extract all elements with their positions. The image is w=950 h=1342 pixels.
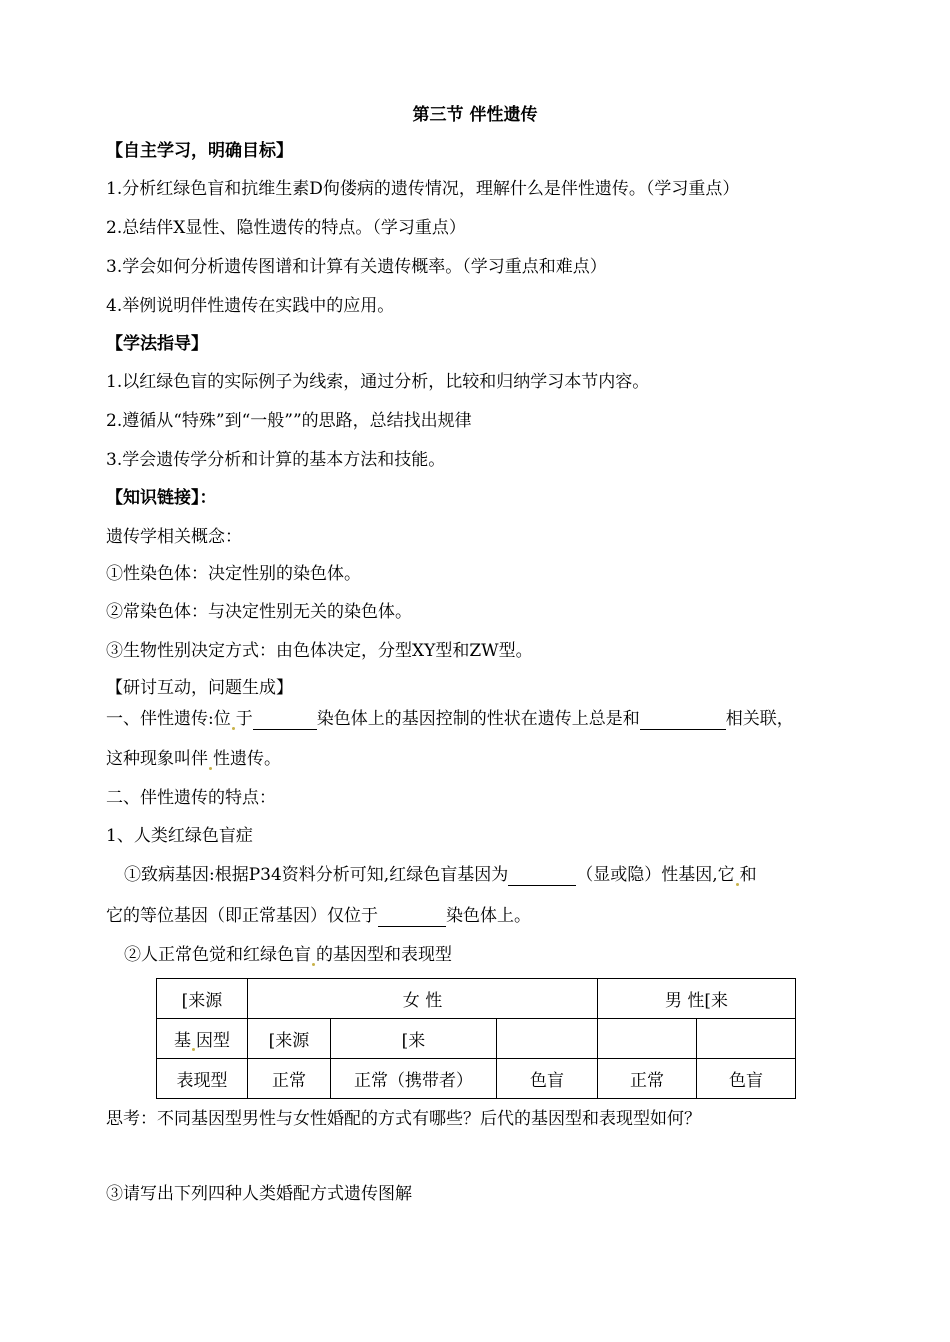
table-cell-empty[interactable] [598,1019,697,1059]
mark-dot [312,963,315,966]
genotype-table [156,978,796,1099]
section-heading-links: 【知识链接】： [106,488,217,508]
table-cell: 正常（携带者） [331,1059,497,1099]
blank-chromosome[interactable] [253,712,317,730]
diagram-instruction: ③请写出下列四种人类婚配方式遗传图解 [106,1184,412,1204]
blank-associated[interactable] [640,712,726,730]
genotype-heading: ②人正常色觉和红绿色盲 的基因型和表现型 [124,945,452,965]
concept-item-3: ③生物性别决定方式：由色体决定，分型XY型和ZW型。 [106,641,533,661]
table-cell-empty[interactable] [697,1019,796,1059]
table-cell: 色盲 [497,1059,598,1099]
table-cell-empty[interactable] [497,1019,598,1059]
table-cell: [来 [331,1019,497,1059]
mark-dot [232,727,235,730]
table-cell: 色盲 [697,1059,796,1099]
method-item-1: 1.以红绿色盲的实际例子为线索，通过分析，比较和归纳学习本节内容。 [106,372,650,392]
goal-item-2: 2.总结伴X显性、隐性遗传的特点。（学习重点） [106,218,466,238]
mark-dot [736,883,739,886]
definition-line-2: 这种现象叫伴 性遗传。 [106,749,281,769]
goal-item-1: 1.分析红绿色盲和抗维生素D佝偻病的遗传情况，理解什么是伴性遗传。（学习重点） [106,179,740,199]
table-cell: [来源 [157,979,248,1019]
section-heading-discussion: 【研讨互动，问题生成】 [106,678,293,698]
mark-dot [192,1048,195,1051]
male-header: 男 性[来 [598,979,796,1019]
table-cell: 正常 [598,1059,697,1099]
concept-item-2: ②常染色体：与决定性别无关的染色体。 [106,602,412,622]
table-cell: [来源 [248,1019,331,1059]
goal-item-3: 3.学会如何分析遗传图谱和计算有关遗传概率。（学习重点和难点） [106,257,607,277]
mark-dot [209,767,212,770]
table-cell: 表现型 [157,1059,248,1099]
links-intro: 遗传学相关概念： [106,527,242,547]
definition-line: 一、伴性遗传:位 于 染色体上的基因控制的性状在遗传上总是和 相关联， [106,709,794,729]
features-heading: 二、伴性遗传的特点： [106,788,276,808]
allele-line: 它的等位基因（即正常基因）仅位于 染色体上。 [106,906,531,926]
female-header: 女 性 [248,979,598,1019]
section-heading-goals: 【自主学习，明确目标】 [106,141,293,161]
think-question: 思考：不同基因型男性与女性婚配的方式有哪些？后代的基因型和表现型如何？ [106,1109,701,1129]
goal-item-4: 4.举例说明伴性遗传在实践中的应用。 [106,296,395,316]
section-heading-method: 【学法指导】 [106,334,208,354]
concept-item-1: ①性染色体：决定性别的染色体。 [106,564,361,584]
method-item-3: 3.学会遗传学分析和计算的基本方法和技能。 [106,450,446,470]
pathogenic-gene-line: ①致病基因:根据P34资料分析可知,红绿色盲基因为 （显或隐）性基因,它 和 [124,865,757,885]
page-title: 第三节 伴性遗传 [412,105,538,125]
blank-dominance[interactable] [508,868,576,886]
colorblind-heading: 1、人类红绿色盲症 [106,826,253,846]
method-item-2: 2.遵循从“特殊”到“一般””的思路，总结找出规律 [106,411,472,431]
table-cell-genotype: 基 因型 [157,1019,248,1059]
table-cell: 正常 [248,1059,331,1099]
blank-location[interactable] [378,909,446,927]
